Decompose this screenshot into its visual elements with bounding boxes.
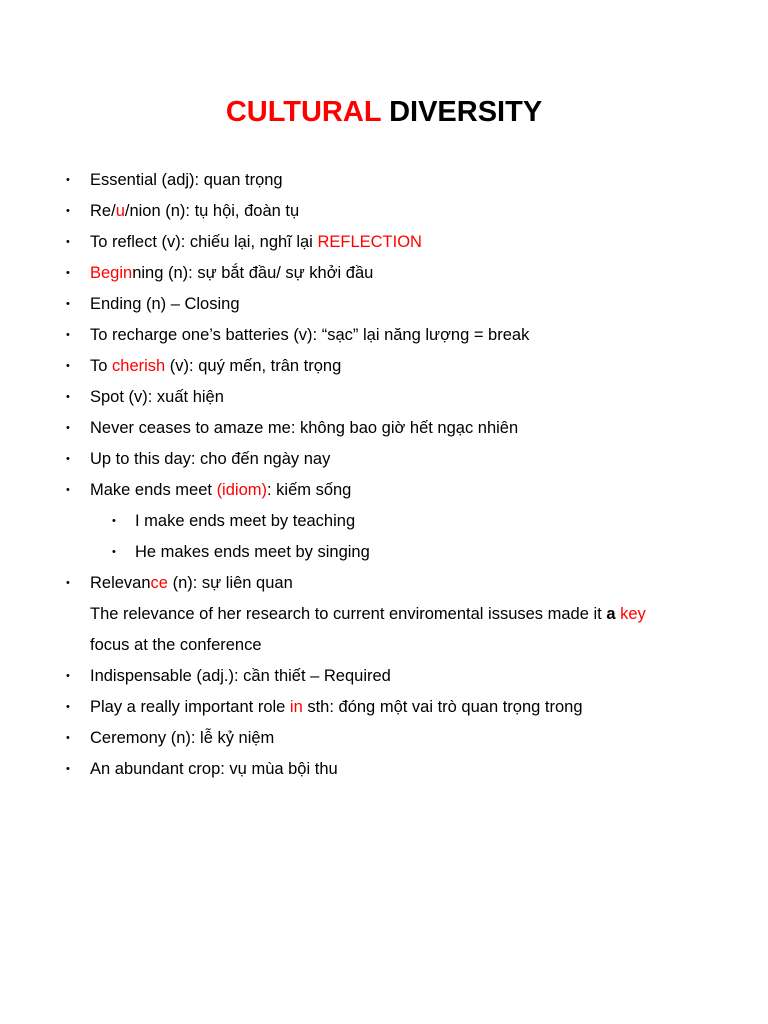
item-text: Indispensable (adj.): cần thiết – Required: [90, 667, 391, 685]
example-sentence-continued: [0, 630, 768, 661]
item-text: To reflect (v): chiếu lại, nghĩ lại REFLECTION: [90, 233, 422, 251]
item-text: Ending (n) – Closing: [90, 295, 240, 313]
list-item: [0, 258, 768, 289]
sub-list-item: [0, 506, 768, 537]
item-text: To recharge one’s batteries (v): “sạc” lại năng lượng = break: [90, 326, 530, 344]
item-text: Relevance (n): sự liên quan: [90, 574, 293, 592]
bullet-icon: •: [66, 670, 70, 682]
bullet-icon: •: [66, 267, 70, 279]
list-item: [0, 351, 768, 382]
item-text: Make ends meet (idiom): kiếm sống: [90, 481, 352, 499]
bullet-icon: •: [66, 236, 70, 248]
list-item: [0, 165, 768, 196]
item-text: The relevance of her research to current enviromental issuses made it a key: [90, 605, 646, 623]
bullet-icon: •: [66, 329, 70, 341]
item-text: Play a really important role in sth: đóng một vai trò quan trọng trong: [90, 698, 583, 716]
list-item: [0, 382, 768, 413]
list-item: [0, 723, 768, 754]
bullet-icon: •: [112, 546, 116, 558]
list-item: [0, 320, 768, 351]
list-item: [0, 475, 768, 506]
title-cultural: CULTURAL: [225, 96, 382, 128]
list-item: [0, 413, 768, 444]
bullet-icon: •: [66, 453, 70, 465]
list-item: [0, 754, 768, 785]
item-text: Essential (adj): quan trọng: [90, 171, 283, 189]
item-text: An abundant crop: vụ mùa bội thu: [90, 760, 338, 778]
item-text: To cherish (v): quý mến, trân trọng: [90, 357, 342, 375]
item-text: Spot (v): xuất hiện: [90, 388, 224, 406]
page-title: [0, 92, 768, 132]
item-text: Beginning (n): sự bắt đầu/ sự khởi đầu: [90, 264, 374, 282]
item-text: He makes ends meet by singing: [135, 543, 370, 561]
bullet-icon: •: [66, 701, 70, 713]
bullet-icon: •: [66, 205, 70, 217]
list-item: [0, 661, 768, 692]
item-text: Up to this day: cho đến ngày nay: [90, 450, 331, 468]
list-item: [0, 227, 768, 258]
item-text: Ceremony (n): lễ kỷ niệm: [90, 729, 275, 747]
vocabulary-list: [0, 165, 768, 785]
bullet-icon: •: [66, 360, 70, 372]
bullet-icon: •: [66, 484, 70, 496]
bullet-icon: •: [66, 577, 70, 589]
bullet-icon: •: [66, 174, 70, 186]
bullet-icon: •: [66, 298, 70, 310]
bullet-icon: •: [112, 515, 116, 527]
bullet-icon: •: [66, 391, 70, 403]
list-item: [0, 289, 768, 320]
sub-list-item: [0, 537, 768, 568]
list-item: [0, 692, 768, 723]
list-item: [0, 568, 768, 599]
item-text: Never ceases to amaze me: không bao giờ hết ngạc nhiên: [90, 419, 519, 437]
item-text: I make ends meet by teaching: [135, 512, 356, 530]
title-diversity: DIVERSITY: [381, 96, 543, 128]
bullet-icon: •: [66, 763, 70, 775]
bullet-icon: •: [66, 422, 70, 434]
bullet-icon: •: [66, 732, 70, 744]
item-text: Re/u/nion (n): tụ hội, đoàn tụ: [90, 202, 300, 220]
list-item: [0, 196, 768, 227]
list-item: [0, 444, 768, 475]
item-text: focus at the conference: [90, 636, 262, 654]
example-sentence: [0, 599, 768, 630]
